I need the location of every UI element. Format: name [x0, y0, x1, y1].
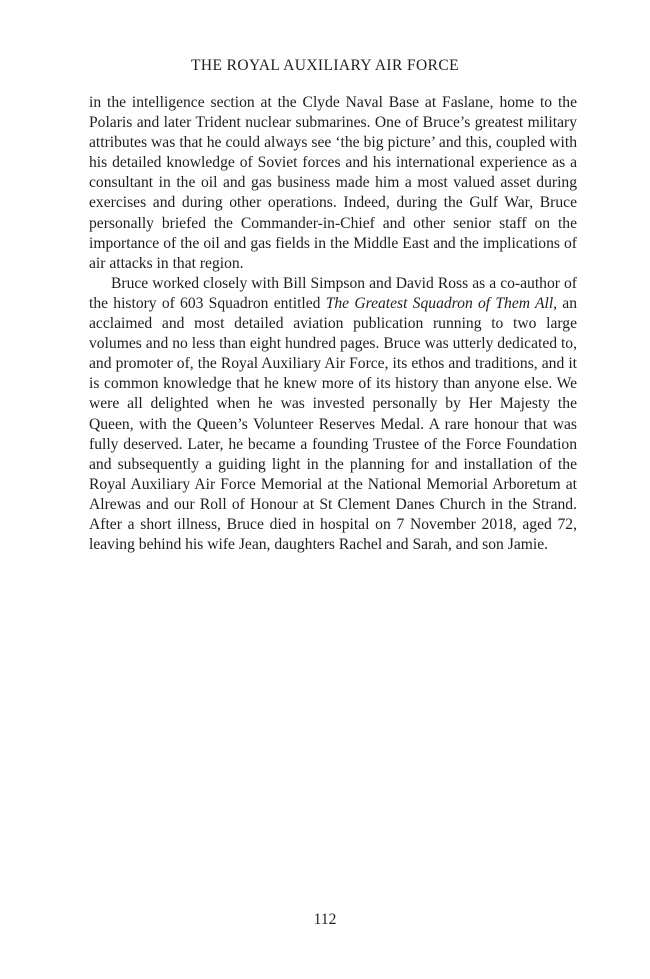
paragraph-text: , an acclaimed and most detailed aviation publication running to two large volumes and no less than eight hundred pages. Bruce was utterly dedicated to, and promoter of, the Royal Auxiliary Air Force, its ethos and traditions, and it is common knowledge that he knew more of its history than anyone else. We were all delighted when he was invested personally by Her Majesty the Queen, with the Queen’s Volunteer Reserves Medal. A rare honour that was fully deserved. Later, he became a founding Trustee of the Force Foundation and subsequently a guiding light in the planning for and installation of the Royal Auxiliary Air Force Memorial at the National Memorial Arboretum at Alrewas and our Roll of Honour at St Clement Danes Church in the Strand. After a short illness, Bruce died in hospital on 7 November 2018, aged 72, leaving behind his wife Jean, daughters Rachel and Sarah, and son Jamie. — [89, 294, 578, 554]
page-number: 112 — [313, 911, 337, 928]
running-head: THE ROYAL AUXILIARY AIR FORCE — [191, 57, 459, 74]
paragraph-text: Bruce worked closely with Bill Simpson and David Ross as a co-author of the history of 603 Squadron entitled — [89, 274, 577, 312]
book-title: The Greatest Squadron of Them All — [325, 294, 554, 312]
paragraph: in the intelligence section at the Clyde Naval Base at Faslane, home to the Polaris and later Trident nuclear submarines. One of Bruce’s greatest military attributes was that he could always see ‘the big picture’ and this, coupled with his detailed knowledge of Soviet forces and his international experience as a consultant in the oil and gas business made him a most valued asset during exercises and during other operations. Indeed, during the Gulf War, Bruce personally briefed the Commander-in-Chief and other senior staff on the importance of the oil and gas fields in the Middle East and the implications of air attacks in that region. — [89, 94, 577, 272]
paragraph — [89, 274, 577, 555]
body-text — [89, 93, 577, 555]
